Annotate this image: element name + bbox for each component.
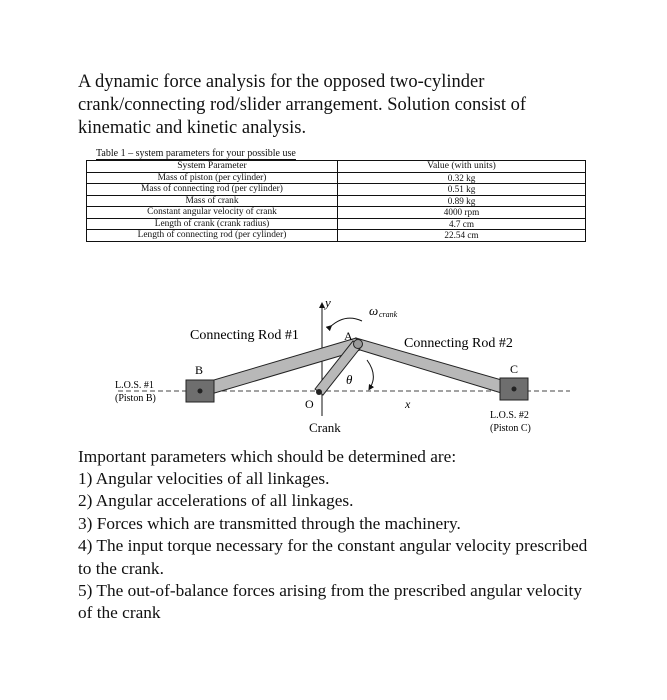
table-caption: Table 1 – system parameters for your possible use bbox=[96, 148, 296, 159]
los2-label: L.O.S. #2 bbox=[490, 410, 529, 421]
table-row bbox=[87, 184, 586, 196]
param-cell: Length of connecting rod (per cylinder) bbox=[87, 230, 338, 242]
header-value: Value (with units) bbox=[338, 161, 586, 173]
list-item: 3) Forces which are transmitted through the machinery. bbox=[78, 513, 461, 533]
point-o-label: O bbox=[305, 397, 314, 411]
param-cell: Mass of crank bbox=[87, 195, 338, 207]
theta-arc bbox=[367, 360, 373, 388]
table-row bbox=[87, 195, 586, 207]
omega-arrow bbox=[330, 318, 362, 327]
y-axis-label: y bbox=[325, 295, 331, 310]
intro-paragraph: A dynamic force analysis for the opposed two-cylinder crank/connecting rod/slider arrangement. Solution consist of kinematic and kinetic analysis. bbox=[78, 72, 526, 138]
los1-sublabel: (Piston B) bbox=[115, 393, 156, 404]
point-b-label: B bbox=[195, 363, 204, 377]
table-header-row bbox=[87, 161, 586, 173]
crank-label: Crank bbox=[309, 420, 341, 435]
param-cell: Mass of connecting rod (per cylinder) bbox=[87, 184, 338, 196]
param-cell: Mass of piston (per cylinder) bbox=[87, 172, 338, 184]
table-row bbox=[87, 172, 586, 184]
param-cell: Constant angular velocity of crank bbox=[87, 207, 338, 219]
omega-subscript: crank bbox=[379, 310, 398, 319]
table-row bbox=[87, 218, 586, 230]
list-item: 1) Angular velocities of all linkages. bbox=[78, 469, 330, 488]
theta-label: θ bbox=[346, 372, 353, 387]
los1-label: L.O.S. #1 bbox=[115, 380, 154, 391]
list-item: 2) Angular accelerations of all linkages. bbox=[78, 491, 354, 511]
los2-sublabel: (Piston C) bbox=[490, 423, 531, 434]
rod1-label: Connecting Rod #1 bbox=[190, 328, 299, 343]
point-c-label: C bbox=[510, 362, 519, 376]
point-a-label: A bbox=[344, 329, 353, 343]
pin-b bbox=[198, 389, 203, 394]
header-system-parameter: System Parameter bbox=[87, 161, 338, 173]
requirements-list bbox=[78, 468, 598, 625]
system-parameters-table bbox=[86, 160, 586, 242]
omega-symbol: ω bbox=[369, 303, 379, 318]
mechanism-diagram bbox=[0, 285, 667, 445]
list-item: 5) The out-of-balance forces arising from the prescribed angular velocity of the crank bbox=[78, 581, 582, 623]
lead-text: Important parameters which should be determined are: bbox=[78, 447, 457, 466]
value-cell: 22.54 cm bbox=[338, 230, 586, 242]
rod2-label: Connecting Rod #2 bbox=[404, 336, 513, 351]
value-cell: 0.89 kg bbox=[338, 195, 586, 207]
pin-c bbox=[512, 387, 517, 392]
x-axis-label: x bbox=[405, 397, 411, 411]
table-row bbox=[87, 230, 586, 242]
value-cell: 4.7 cm bbox=[338, 218, 586, 230]
list-item: 4) The input torque necessary for the constant angular velocity prescribed to the crank. bbox=[78, 536, 588, 578]
table-row bbox=[87, 207, 586, 219]
param-cell: Length of crank (crank radius) bbox=[87, 218, 338, 230]
pin-a bbox=[354, 340, 363, 349]
pin-o bbox=[316, 389, 322, 395]
value-cell: 4000 rpm bbox=[338, 207, 586, 219]
value-cell: 0.32 kg bbox=[338, 172, 586, 184]
value-cell: 0.51 kg bbox=[338, 184, 586, 196]
